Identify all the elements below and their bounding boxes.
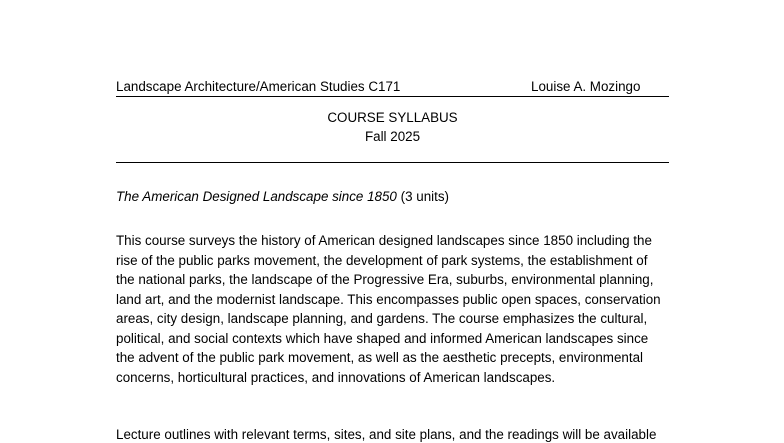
syllabus-heading: COURSE SYLLABUS <box>327 110 458 125</box>
description-line: rise of the public parks movement, the development of park systems, the establishment of <box>116 252 648 268</box>
description-line: This course surveys the history of American designed landscapes since 1850 including the <box>116 233 652 248</box>
header-underline <box>116 96 669 97</box>
course-code: Landscape Architecture/American Studies C171 <box>116 79 401 94</box>
description-line: political, and social contexts which have shaped and informed American landscapes since <box>116 330 649 346</box>
description-line: the national parks, the landscape of the Progressive Era, suburbs, environmental planning, <box>116 272 654 287</box>
course-title <box>116 188 449 205</box>
term-label: Fall 2025 <box>364 129 421 144</box>
title-block <box>116 108 669 146</box>
course-name: The American Designed Landscape since 1850 <box>116 189 397 204</box>
instructor-name: Louise A. Mozingo <box>531 79 641 94</box>
description-line: land art, and the modernist landscape. This encompasses public open spaces, conservation <box>116 291 661 307</box>
course-description <box>116 231 696 387</box>
description-line: areas, city design, landscape planning, and gardens. The course emphasizes the cultural, <box>116 311 648 326</box>
description-line: concerns, horticultural practices, and innovations of American landscapes. <box>116 369 556 385</box>
course-units: (3 units) <box>400 189 449 204</box>
description-line: the advent of the public park movement, as well as the aesthetic precepts, environmental <box>116 350 643 365</box>
lecture-note: Lecture outlines with relevant terms, sites, and site plans, and the readings will be available <box>116 427 657 442</box>
title-divider <box>116 162 669 163</box>
page-header <box>116 78 669 95</box>
